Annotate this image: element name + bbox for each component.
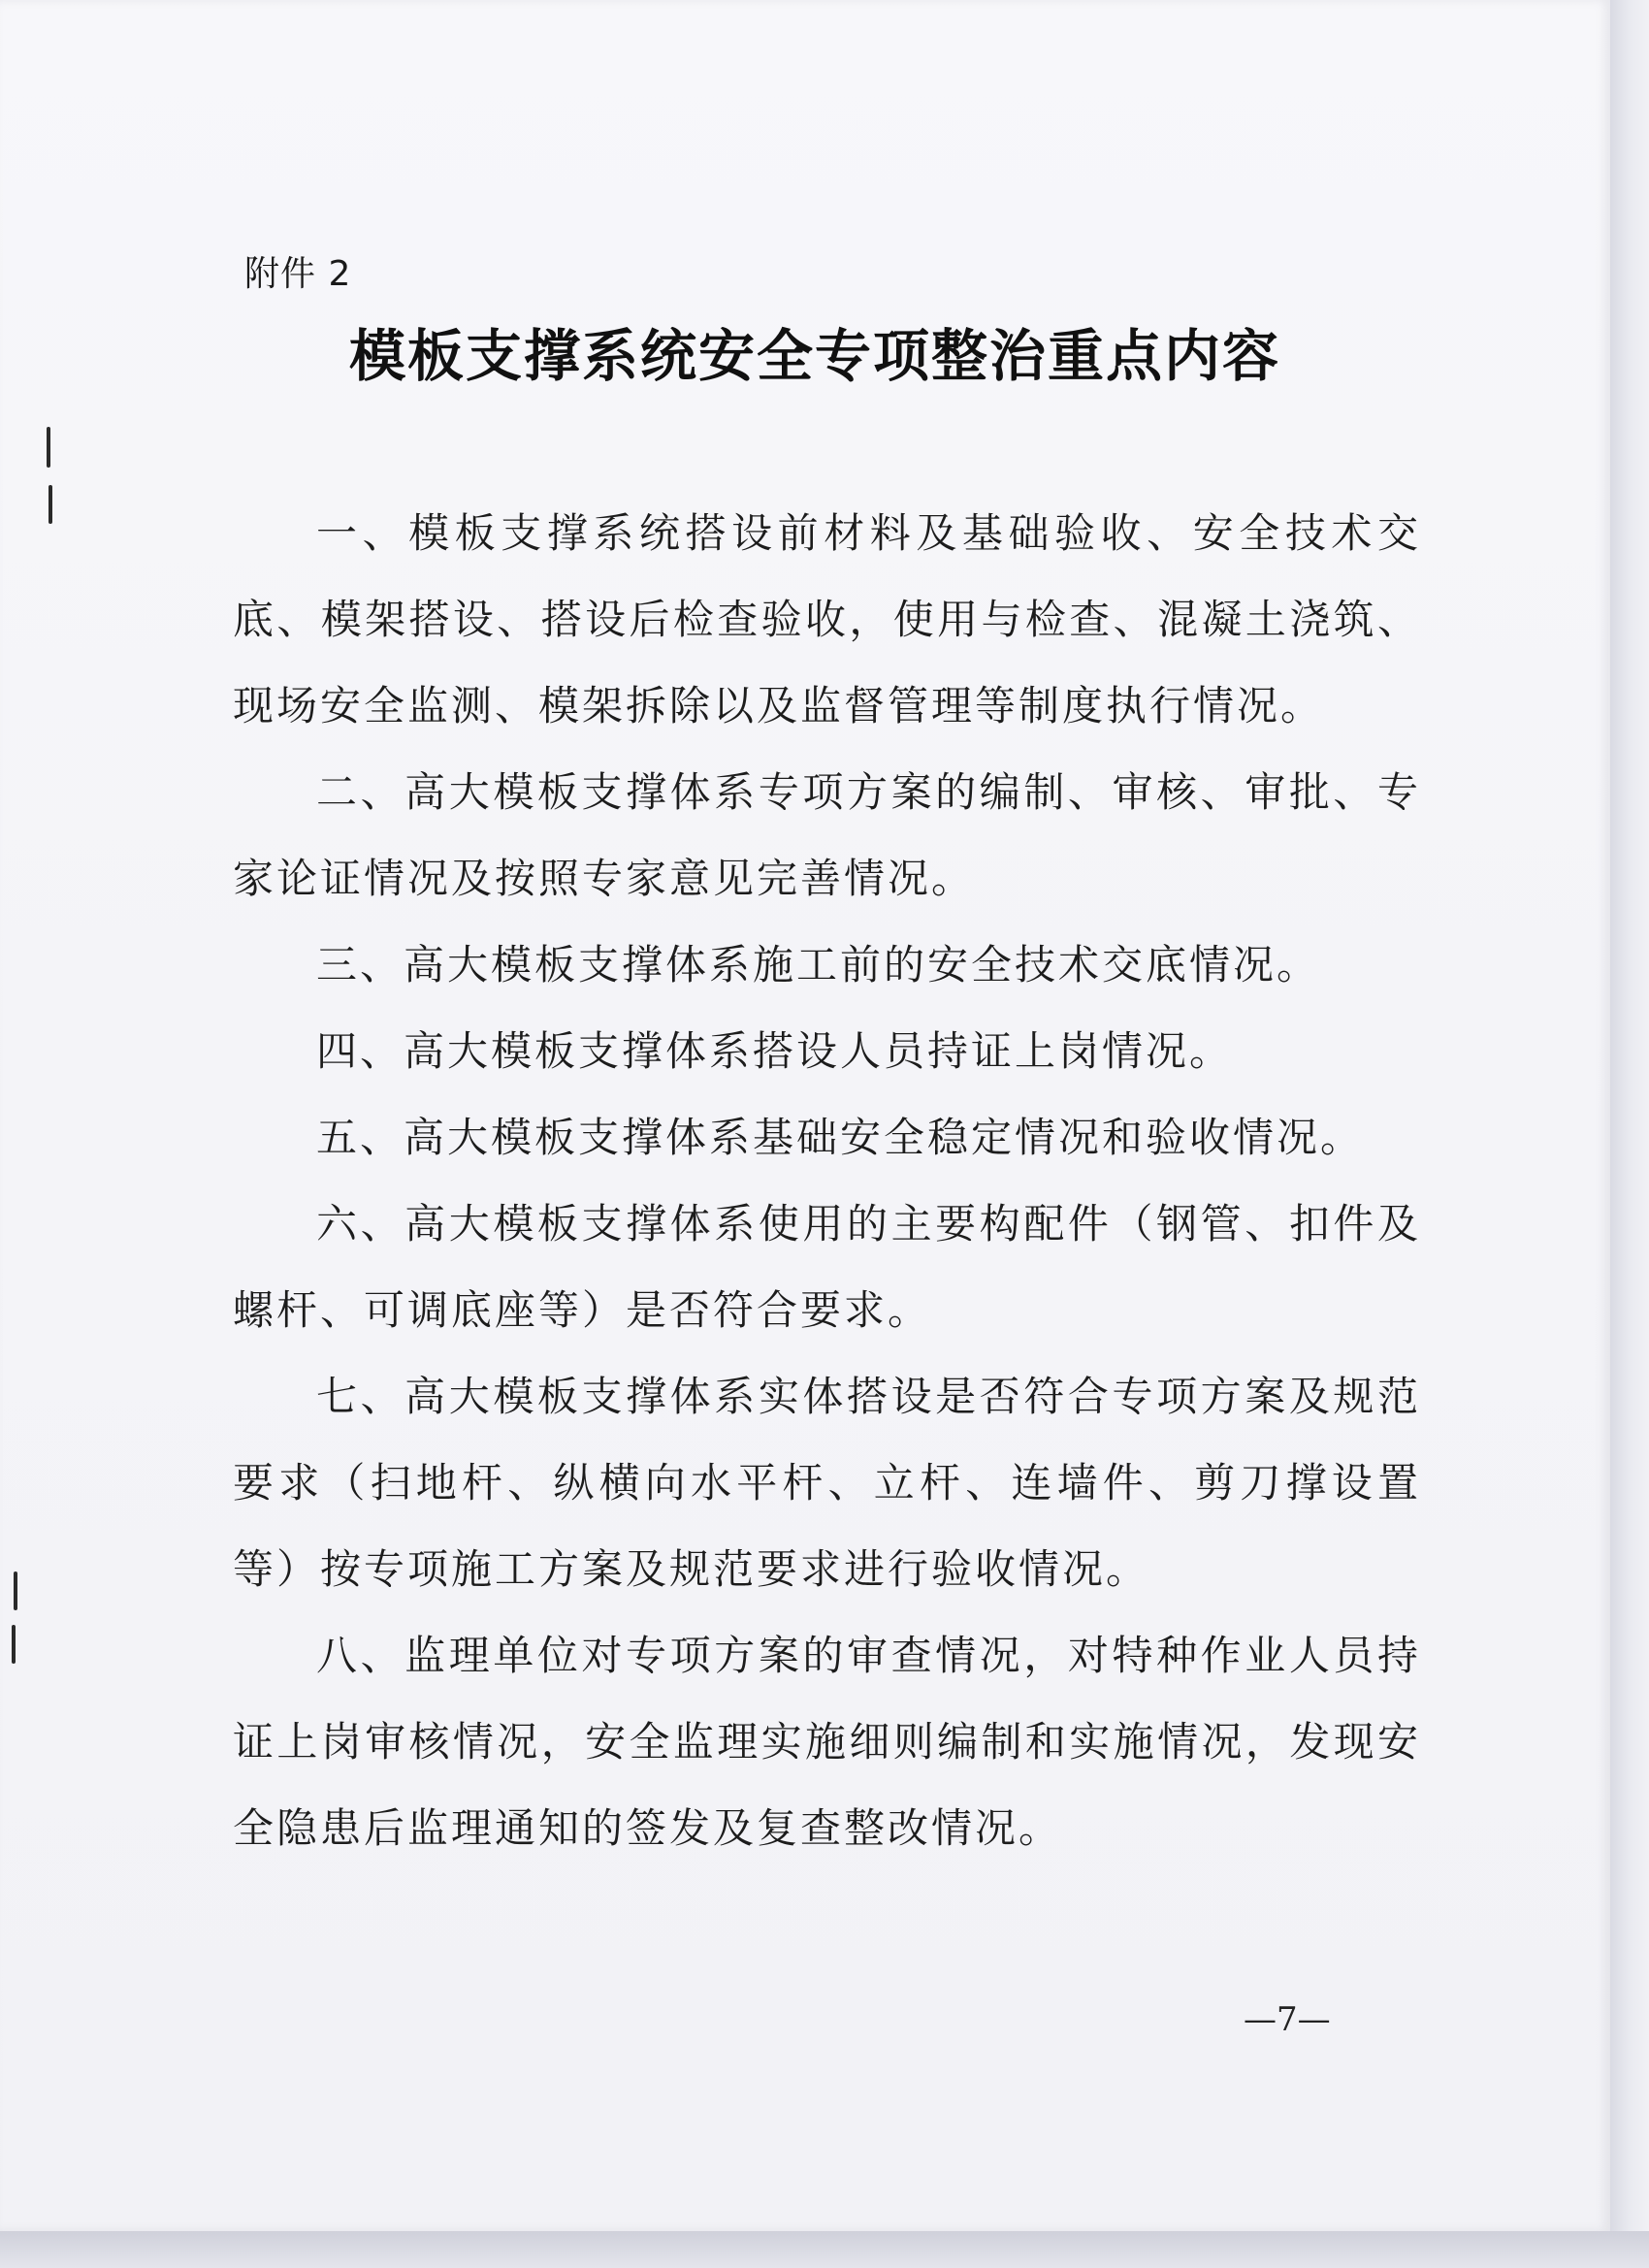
scan-edge-right (1610, 0, 1649, 2268)
paragraph-1: 一、模板支撑系统搭设前材料及基础验收、安全技术交底、模架搭设、搭设后检查验收，使用与检查、混凝土浇筑、现场安全监测、模架拆除以及监督管理等制度执行情况。 (233, 509, 1421, 729)
binding-mark-bottom-2 (12, 1625, 16, 1664)
paragraph-5: 五、高大模板支撑体系基础安全稳定情况和验收情况。 (316, 1114, 1365, 1161)
page-number: —7— (1244, 2000, 1331, 2039)
binding-mark-top-2 (48, 485, 52, 524)
binding-mark-top-1 (47, 427, 50, 468)
scan-edge-bottom (0, 2231, 1649, 2268)
paragraph-7: 七、高大模板支撑体系实体搭设是否符合专项方案及规范要求（扫地杆、纵横向水平杆、立杆、连墙件、剪刀撑设置等）按专项施工方案及规范要求进行验收情况。 (233, 1373, 1421, 1593)
binding-mark-bottom-1 (14, 1571, 17, 1610)
document-body (233, 490, 1421, 1871)
paragraph-2: 二、高大模板支撑体系专项方案的编制、审核、审批、专家论证情况及按照专家意见完善情况。 (233, 768, 1421, 902)
paragraph-6: 六、高大模板支撑体系使用的主要构配件（钢管、扣件及螺杆、可调底座等）是否符合要求。 (233, 1200, 1421, 1334)
paragraph-8: 八、监理单位对专项方案的审查情况，对特种作业人员持证上岗审核情况，安全监理实施细则编制和实施情况，发现安全隐患后监理通知的签发及复查整改情况。 (233, 1632, 1421, 1852)
annex-label: 附件 2 (244, 254, 352, 294)
paragraph-4: 四、高大模板支撑体系搭设人员持证上岗情况。 (316, 1027, 1234, 1075)
paragraph-3: 三、高大模板支撑体系施工前的安全技术交底情况。 (316, 941, 1321, 988)
document-title: 模板支撑系统安全专项整治重点内容 (349, 323, 1281, 389)
